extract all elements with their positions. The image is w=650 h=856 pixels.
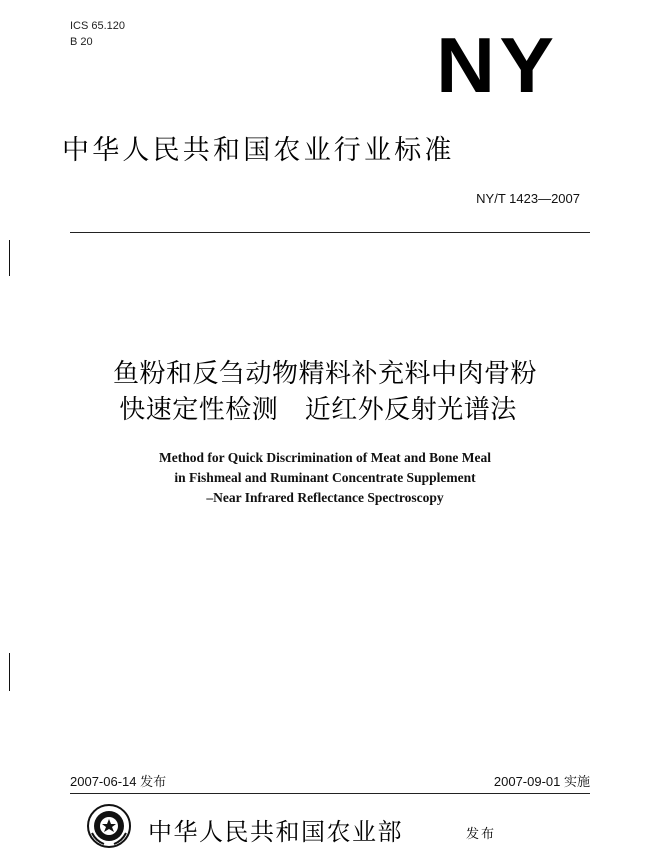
english-title-line2: in Fishmeal and Ruminant Concentrate Supplement xyxy=(174,470,476,485)
margin-mark-top xyxy=(9,240,10,276)
issuer-name: 中华人民共和国农业部 xyxy=(148,818,403,846)
chinese-title xyxy=(0,356,650,428)
issuer-suffix: 发布 xyxy=(466,827,497,842)
issue-date: 2007-06-14 发布 xyxy=(70,774,167,789)
footer-divider xyxy=(70,793,590,794)
margin-mark-bottom xyxy=(9,653,10,691)
ccs-code: B 20 xyxy=(70,36,93,48)
english-title-line1: Method for Quick Discrimination of Meat and Bone Meal xyxy=(159,450,491,465)
ny-logo: NY xyxy=(436,21,559,109)
english-title-line3: –Near Infrared Reflectance Spectroscopy xyxy=(206,490,444,505)
english-title xyxy=(0,448,650,508)
standard-code: NY/T 1423—2007 xyxy=(476,191,580,206)
chinese-title-line2: 快速定性检测 近红外反射光谱法 xyxy=(119,395,517,425)
classification-codes xyxy=(70,18,125,50)
header-divider xyxy=(70,232,590,233)
chinese-title-line1: 鱼粉和反刍动物精料补充料中肉骨粉 xyxy=(112,359,537,389)
ics-code: ICS 65.120 xyxy=(70,20,126,32)
ministry-emblem-icon xyxy=(86,803,132,849)
implement-date: 2007-09-01 实施 xyxy=(493,774,590,789)
standard-type-heading: 中华人民共和国农业行业标准 xyxy=(62,135,455,166)
